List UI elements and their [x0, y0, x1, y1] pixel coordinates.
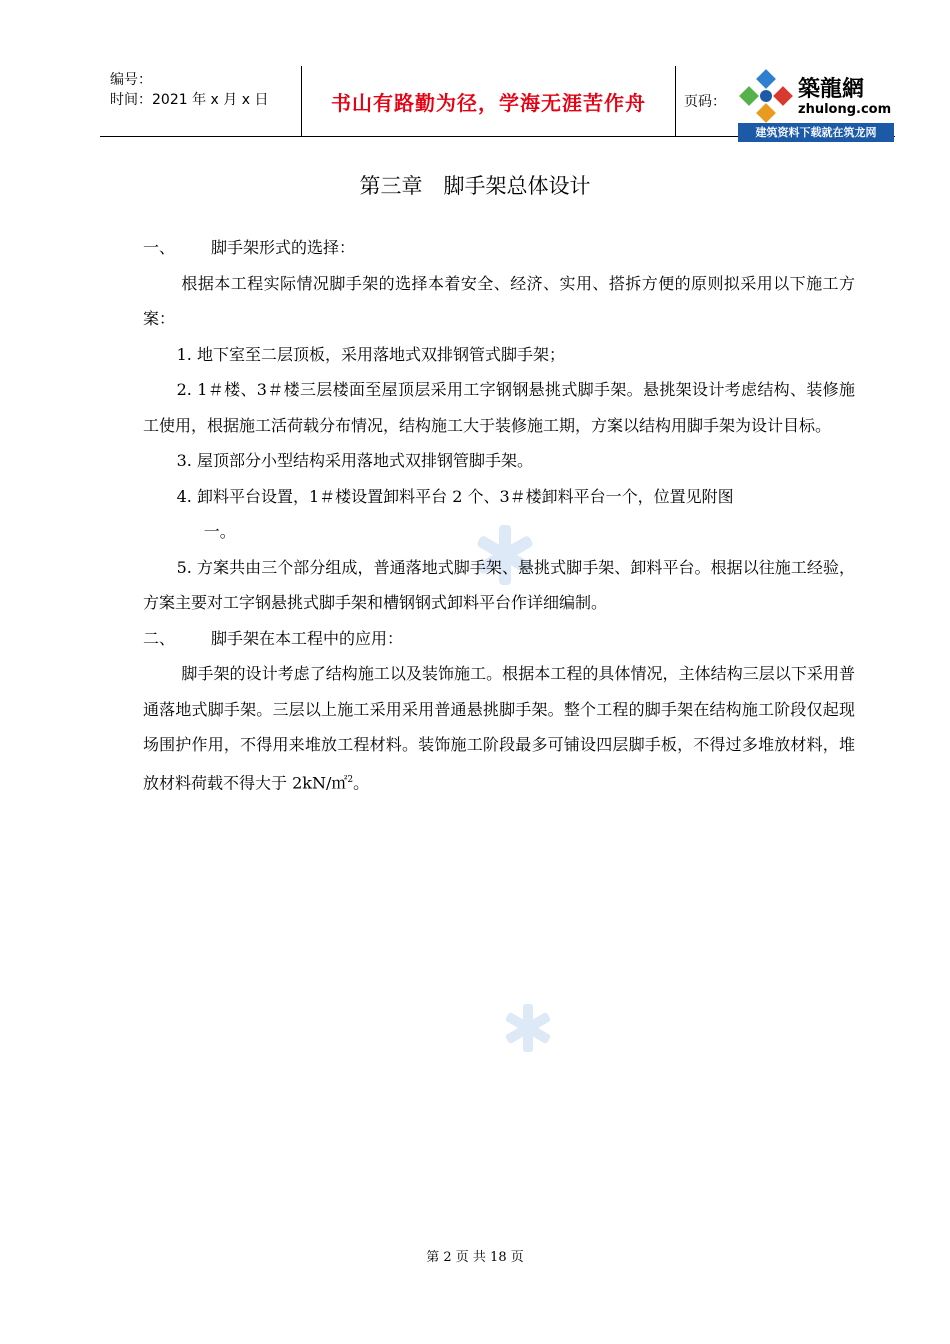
paragraph: 根据本工程实际情况脚手架的选择本着安全、经济、实用、搭拆方便的原则拟采用以下施工方案：: [143, 273, 855, 328]
list-item: 1. 地下室至二层顶板，采用落地式双排钢管式脚手架；: [176, 344, 565, 364]
section-number: 二、: [143, 628, 176, 648]
list-item: 4. 卸料平台设置，1＃楼设置卸料平台 2 个、3＃楼卸料平台一个，位置见附图: [176, 486, 734, 506]
section-title: 脚手架在本工程中的应用：: [211, 628, 404, 648]
section-heading: [143, 230, 855, 266]
document-body: [143, 230, 855, 800]
header-motto: 书山有路勤为径，学海无涯苦作舟: [302, 66, 676, 136]
page-footer: 第 2 页 共 18 页: [426, 1250, 524, 1265]
logo-tagline: 建筑资料下载就在筑龙网: [738, 123, 894, 142]
superscript: 2: [347, 774, 354, 785]
logo-name: 築龍網: [798, 77, 865, 102]
section-title: 脚手架形式的选择：: [211, 238, 356, 257]
chapter-title: 第三章 脚手架总体设计: [359, 174, 591, 198]
code-label: 编号：: [110, 72, 152, 88]
paragraph-end: 。: [353, 772, 370, 792]
logo-url: zhulong.com: [798, 102, 892, 117]
page-number-label: 页码：: [684, 94, 726, 110]
section-number: 一、: [143, 238, 176, 257]
section-heading: [143, 621, 855, 657]
zhulong-logo: [738, 66, 894, 142]
snowflake-logo-icon: [738, 68, 794, 124]
watermark-snowflake-icon: [500, 1000, 556, 1056]
list-item: 3. 屋顶部分小型结构采用落地式双排钢管脚手架。: [176, 451, 533, 470]
list-item-continuation: 一。: [203, 522, 236, 541]
paragraph: [143, 656, 855, 800]
paragraph-text: 脚手架的设计考虑了结构施工以及装饰施工。根据本工程的具体情况，主体结构三层以下采用普通落地式脚手架。三层以上施工采用采用普通悬挑脚手架。整个工程的脚手架在结构施工阶段仅起现场围护作用，不得用来堆放工程材料。装饰施工阶段最多可铺设四层脚手板，不得过多堆放材料，堆放材料荷载不得大于 2kN/㎡: [143, 664, 855, 792]
list-item: 5. 方案共由三个部分组成，普通落地式脚手架、悬挑式脚手架、卸料平台。根据以往施工经验，方案主要对工字钢悬挑式脚手架和槽钢钢式卸料平台作详细编制。: [143, 557, 855, 612]
time-label: 时间：2021 年 x 月 x 日: [110, 92, 269, 108]
header-meta: [100, 66, 302, 136]
list-item: 2. 1＃楼、3＃楼三层楼面至屋顶层采用工字钢钢悬挑式脚手架。悬挑架设计考虑结构、装修施工使用，根据施工活荷载分布情况，结构施工大于装修施工期，方案以结构用脚手架为设计目标。: [143, 380, 855, 435]
